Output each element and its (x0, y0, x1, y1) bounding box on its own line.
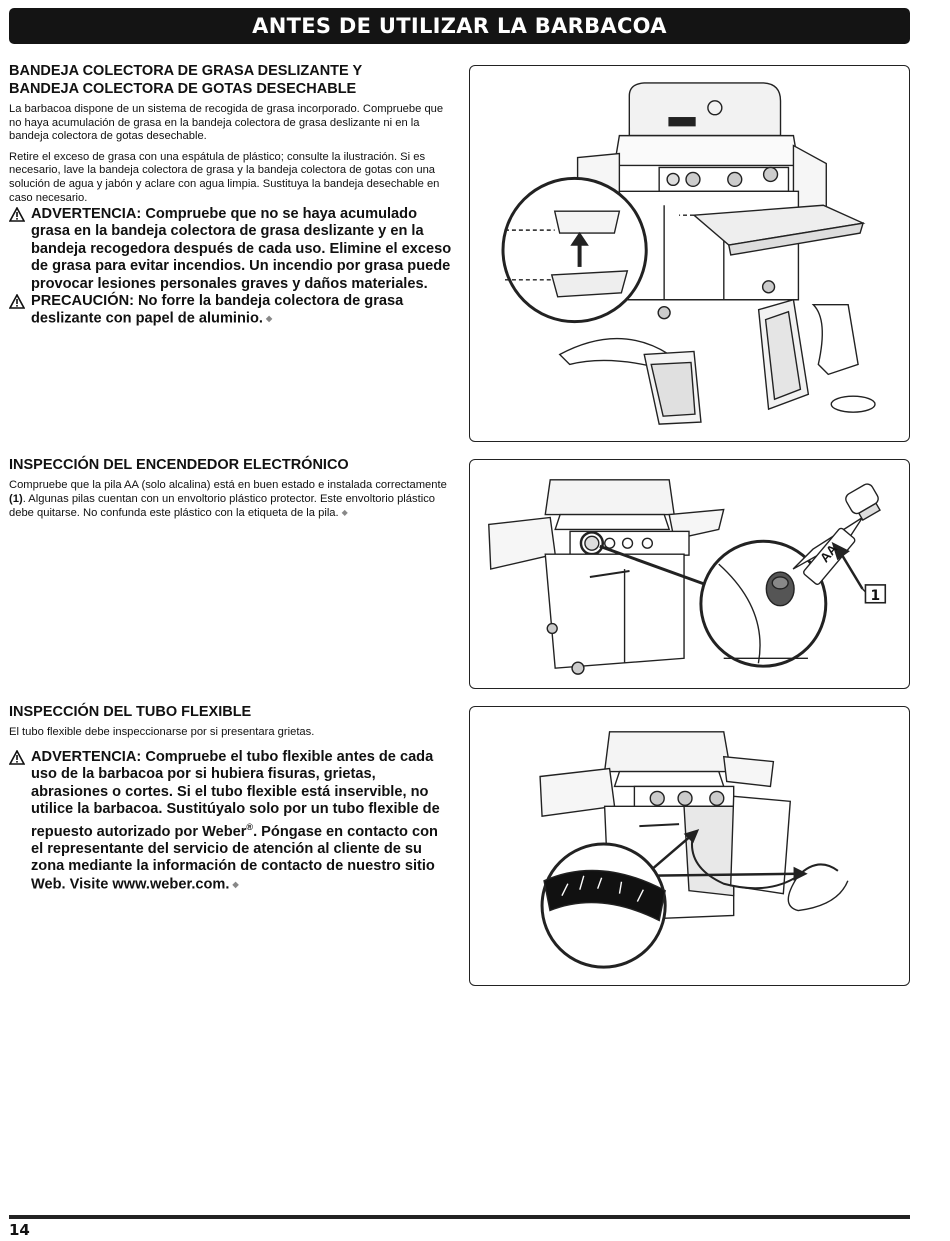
section2-ref: (1) (9, 492, 23, 505)
section1-para2: Retire el exceso de grasa con una espátula de plástico; consulte la ilustración. Si es necesario, lave la bandeja colectora de grasa y la bandeja colectora de gotas con una solución de agua y jabón y aclare con agua limpia. Sustituya la bandeja desechable en caso necesario. (9, 150, 440, 204)
warning-text-post: . Póngase en contacto con el representante del servicio de atención al cliente de su zona mediante la información de contacto de nuestro sitio Web. Visite www.weber.com. (31, 823, 438, 893)
caution-block (9, 293, 455, 328)
warning-triangle-icon (9, 750, 25, 765)
figure-hose (469, 706, 910, 986)
title-line-2: BANDEJA COLECTORA DE GOTAS DESECHABLE (9, 81, 357, 97)
end-diamond-icon: ◆ (341, 508, 348, 518)
section1-para1: La barbacoa dispone de un sistema de recogida de grasa incorporado. Compruebe que no haya acumulación de grasa en la bandeja colectora de grasa deslizante ni en la bandeja colectora de gotas desechable. (9, 103, 444, 143)
section2-para-post: . Algunas pilas cuentan con un envoltorio plástico protector. Este envoltorio plástico debe quitarse. No confunda este plástico con la etiqueta de la pila. (9, 492, 436, 519)
banner-title: ANTES DE UTILIZAR LA BARBACOA (252, 14, 667, 38)
section3-body: El tubo flexible debe inspeccionarse por si presentara grietas. (9, 726, 315, 738)
section1-warnings (9, 206, 455, 328)
section-title-grease-tray (9, 62, 459, 98)
warning-block (9, 749, 445, 894)
hose-inspection-illustration (470, 707, 909, 985)
end-diamond-icon: ◆ (265, 314, 273, 324)
callout-1-label: 1 (870, 587, 881, 604)
warning-text: ADVERTENCIA: Compruebe que no se haya acumulado grasa en la bandeja colectora de grasa deslizante y en la bandeja recogedora después de cada uso. Elimine el exceso de grasa para evitar incendios. Un incendio por grasa puede provocar lesiones personales graves y daños materiales. (31, 206, 452, 292)
warning-block (9, 206, 455, 293)
section-title-hose: INSPECCIÓN DEL TUBO FLEXIBLE (9, 704, 252, 720)
figure-igniter (469, 459, 910, 689)
warning-triangle-icon (9, 207, 25, 222)
page-banner (9, 8, 910, 44)
battery-label: AA (816, 541, 841, 566)
section3-warning (9, 749, 445, 894)
figure-grease-tray (469, 65, 910, 442)
warning-text-pre: ADVERTENCIA: Compruebe el tubo flexible antes de cada uso de la barbacoa por si hubiera fisuras, grietas, abrasiones o cortes. Si el tubo flexible está inservible, no utilice la barbacoa. Sustitúyalo solo por un tubo flexible de repuesto autorizado por Weber (31, 749, 440, 840)
grill-grease-tray-illustration (470, 66, 909, 441)
registered-mark: ® (246, 821, 254, 832)
section1-body (9, 103, 449, 212)
title-line-1: BANDEJA COLECTORA DE GRASA DESLIZANTE Y (9, 63, 363, 79)
igniter-battery-illustration (470, 460, 909, 688)
section2-para-pre: Compruebe que la pila AA (solo alcalina) está en buen estado e instalada correctamente (9, 479, 447, 491)
section-title-igniter: INSPECCIÓN DEL ENCENDEDOR ELECTRÓNICO (9, 457, 349, 473)
section2-body (9, 479, 449, 521)
warning-triangle-icon (9, 294, 25, 309)
caution-text: PRECAUCIÓN: No forre la bandeja colectora de grasa deslizante con papel de aluminio. (31, 293, 404, 327)
end-diamond-icon: ◆ (232, 879, 239, 889)
page-number: 14 (9, 1221, 30, 1239)
footer-rule (9, 1215, 910, 1219)
